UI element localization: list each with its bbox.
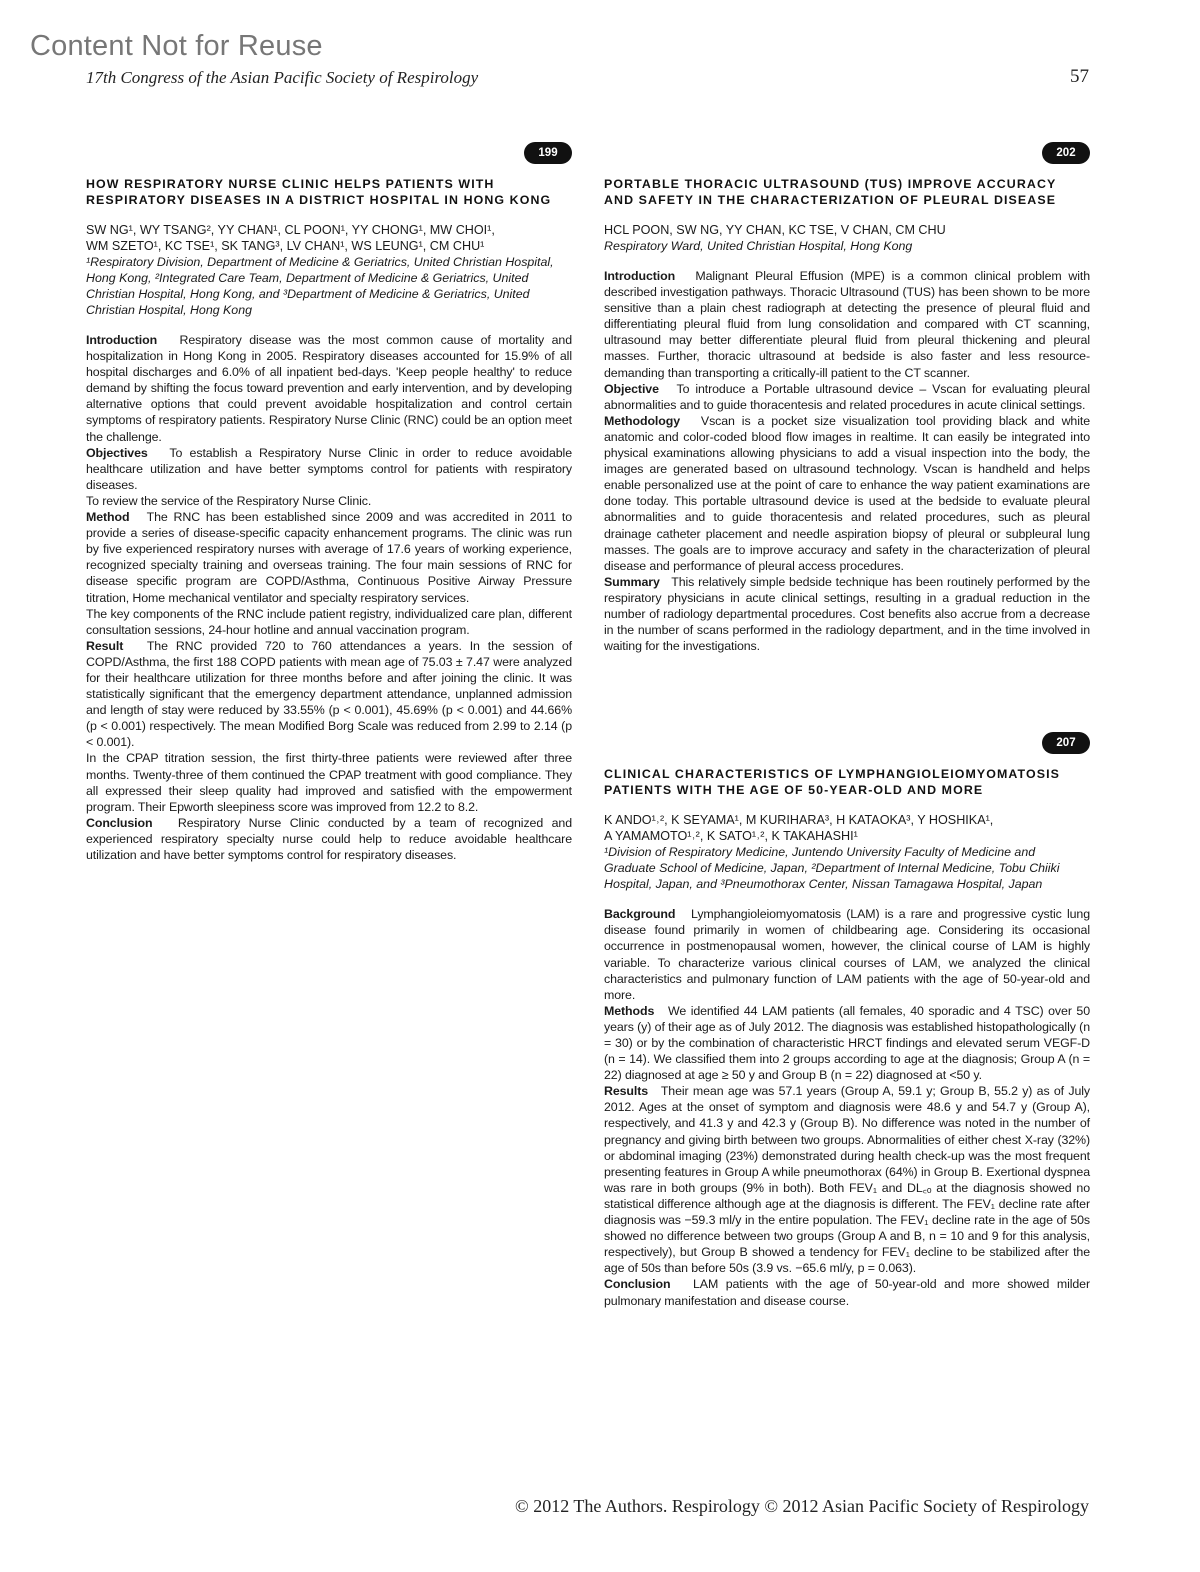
section-text: Lymphangioleiomyomatosis (LAM) is a rare and progressive cystic lung disease found primarily in women of childbearing age. Considering its occasional occurrence in postmenopausal women, however, the clinical course of LAM is highly variable. To characterize various clinical courses of LAM, we analyzed the clinical characteristics and pulmonary function of LAM patients with the age of 50-year-old and more. xyxy=(604,907,1091,1002)
author-list: HCL POON, SW NG, YY CHAN, KC TSE, V CHAN, CM CHU xyxy=(604,223,946,237)
abstract-207 xyxy=(604,732,1090,1308)
section-objective xyxy=(604,381,1090,413)
author-list: K ANDO¹˒², K SEYAMA¹, M KURIHARA³, H KATAOKA³, Y HOSHIKA¹, xyxy=(604,813,994,828)
section-results xyxy=(604,1083,1090,1276)
page-number: 57 xyxy=(1070,66,1089,87)
section-text: The RNC provided 720 to 760 attendances a years. In the session of COPD/Asthma, the first 188 COPD patients with mean age of 75.03 ± 7.47 were analyzed for their healthcare utilization for three months before and after joining the clinic. It was statistically significant that the emergency department attendance, unplanned admission and length of stay were reduced by 33.55% (p < 0.001), 45.69% (p < 0.001) and 44.66% (p < 0.001) respectively. The mean Modified Borg Scale was reduced from 2.99 to 2.14 (p < 0.001). xyxy=(86,638,572,750)
section-label: Methodology xyxy=(604,413,680,428)
section-text: LAM patients with the age of 50-year-old and more showed milder pulmonary manifestation and disease course. xyxy=(604,1277,1090,1308)
section-label: Conclusion xyxy=(604,1277,671,1292)
abstract-title: PORTABLE THORACIC ULTRASOUND (TUS) IMPROVE ACCURACY AND SAFETY IN THE CHARACTERIZATION OF PLEURAL DISEASE xyxy=(604,177,1057,207)
section-background xyxy=(604,906,1090,1003)
section-conclusion xyxy=(86,815,572,863)
section-text: This relatively simple bedside technique has been routinely performed by the respiratory physicians in acute clinical settings, resulting in a gradual reduction in the number of radiology departmental procedures. Cost benefits also accrue from a decrease in the number of scans performed in the radiology department, and in the time involved in waiting for the investigations. xyxy=(604,574,1090,654)
section-label: Methods xyxy=(604,1003,655,1018)
section-result xyxy=(86,638,572,751)
section-text: Vscan is a pocket size visualization tool providing black and white anatomic and color-coded blood flow images in realtime. It can easily be integrated into physical examinations allowing physicians to add a visual inspection into the body, the images are generated based on ultrasound technology. Vscan is handheld and helps enable personalized use at the point of care to enhance the way patient examinations are done today. This portable ultrasound device is used at the bedside to evaluate pleural abnormalities and to guide thoracentesis and related procedures, such as pleural drainage catheter placement and needle aspiration biopsy of pleural or subpleural lung masses. The goals are to improve accuracy and safety in the characterization of pleural disease and performance of pleural access procedures. xyxy=(604,413,1090,573)
section-text: To establish a Respiratory Nurse Clinic in order to reduce avoidable healthcare utilization and have better symptoms control for patients with respiratory diseases. xyxy=(86,445,572,492)
section-result-continued xyxy=(86,750,572,814)
abstract-title: HOW RESPIRATORY NURSE CLINIC HELPS PATIENTS WITH RESPIRATORY DISEASES IN A DISTRICT HOSPITAL IN HONG KONG xyxy=(86,177,552,207)
affiliations: Respiratory Ward, United Christian Hospital, Hong Kong xyxy=(604,239,913,253)
right-column xyxy=(604,142,1090,1309)
section-label: Introduction xyxy=(86,333,158,347)
affiliations: ¹Division of Respiratory Medicine, Juntendo University Faculty of Medicine and Graduate School of Medicine, Japan, ²Department of Internal Medicine, Tobu Chiiki Hospital, Japan, and ³Pneumothorax Center, Nissan Tamagawa Hospital, Japan xyxy=(604,845,1060,892)
abstract-body xyxy=(604,906,1090,1308)
section-introduction xyxy=(604,268,1090,381)
abstract-202 xyxy=(604,142,1090,654)
section-text: The RNC has been established since 2009 and was accredited in 2011 to provide a series of disease-specific capacity enhancement programs. The clinic was run by five experienced respiratory nurses with average of 17.6 years of working experience, recognized specialty training and overseas training. The four main sessions of RNC for disease specific program are COPD/Asthma, Continuous Positive Airway Pressure titration, Home mechanical ventilator and specialty respiratory services. xyxy=(86,510,572,605)
section-text: To review the service of the Respiratory Nurse Clinic. xyxy=(86,493,372,508)
section-methods xyxy=(604,1003,1090,1083)
section-label: Summary xyxy=(604,574,660,589)
copyright-footer: © 2012 The Authors. Respirology © 2012 Asian Pacific Society of Respirology xyxy=(515,1496,1089,1516)
section-text: Their mean age was 57.1 years (Group A, 59.1 y; Group B, 55.2 y) as of July 2012. Ages at the onset of symptom and diagnosis were 48.6 y and 54.7 y (Group A), respectively, and 41.3 y and 42.3 y (Group B). No difference was noted in the number of pregnancy and giving birth between two groups. Abnormalities of either chest X-ray (32%) or abdominal imaging (23%) demonstrated during health check-up was the most frequent presenting features in Group A while pneumothorax (64%) in Group B. Exertional dyspnea was rare in both groups (9% in both). Both FEV₁ and DL꜀ₒ at the diagnosis showed no statistical difference although age at the diagnosis is different. The FEV₁ decline rate after diagnosis was −59.3 ml/y in the entire population. The FEV₁ decline rate in the age of 50s showed no difference between two groups (Group A and B, n = 10 and 9 for this analysis, respectively), but Group B showed a tendency for FEV₁ decline to be stabilized after the age of 50s than before 50s (3.9 vs. −65.6 ml/y, p = 0.063). xyxy=(604,1084,1090,1276)
author-list: SW NG¹, WY TSANG², YY CHAN¹, CL POON¹, YY CHONG¹, MW CHOI¹, xyxy=(86,223,495,237)
section-objectives xyxy=(86,445,572,493)
section-objectives-continued xyxy=(86,493,572,509)
abstract-number-badge: 207 xyxy=(1042,732,1090,754)
left-column xyxy=(86,142,572,863)
section-method-continued xyxy=(86,606,572,638)
section-text: We identified 44 LAM patients (all females, 40 sporadic and 4 TSC) over 50 years (y) of their age as of July 2012. The diagnosis was established histopathologically (n = 30) or by the combination of characteristic HRCT findings and elevated serum VEGF-D (n = 14). We classified them into 2 groups according to age at the diagnosis; Group A (n = 22) diagnosed at age ≥ 50 y and Group B (n = 22) diagnosed at <50 y. xyxy=(604,1003,1090,1083)
section-label: Introduction xyxy=(604,269,676,283)
section-label: Conclusion xyxy=(86,815,153,830)
abstract-title: CLINICAL CHARACTERISTICS OF LYMPHANGIOLEIOMYOMATOSIS PATIENTS WITH THE AGE OF 50-YEAR-OLD AND MORE xyxy=(604,767,1061,798)
section-label: Objectives xyxy=(86,445,148,460)
abstract-body xyxy=(604,268,1090,654)
abstract-number-badge: 202 xyxy=(1042,142,1090,164)
section-text: To introduce a Portable ultrasound device – Vscan for evaluating pleural abnormalities and to guide thoracentesis and related procedures in acute clinical settings. xyxy=(604,381,1090,412)
section-label: Method xyxy=(86,510,130,525)
section-method xyxy=(86,509,572,606)
section-label: Objective xyxy=(604,381,659,396)
author-list-continued: WM SZETO¹, KC TSE¹, SK TANG³, LV CHAN¹, WS LEUNG¹, CM CHU¹ xyxy=(86,239,485,253)
abstract-199 xyxy=(86,142,572,863)
section-conclusion xyxy=(604,1276,1090,1308)
abstract-number-badge: 199 xyxy=(524,142,572,164)
section-label: Background xyxy=(604,907,676,922)
section-text: Respiratory disease was the most common cause of mortality and hospitalization in Hong Kong in 2005. Respiratory diseases accounted for 15.9% of all hospital discharges and 6.0% of all inpatient bed-days. 'Keep people healthy' to reduce demand by shifting the focus toward prevention and early intervention, and by developing alternative options that could prevent avoidable hospitalization and control certain symptoms of respiratory patients. Respiratory Nurse Clinic (RNC) could be an option meet the challenge. xyxy=(86,333,572,444)
section-label: Results xyxy=(604,1084,649,1099)
section-text: Respiratory Nurse Clinic conducted by a team of recognized and experienced respiratory specialty nurse could help to reduce avoidable healthcare utilization and have better symptoms control for respiratory diseases. xyxy=(86,815,572,862)
section-label: Result xyxy=(86,638,124,653)
section-text: The key components of the RNC include patient registry, individualized care plan, different consultation sessions, 24-hour hotline and annual vaccination program. xyxy=(86,606,572,637)
abstract-body xyxy=(86,332,572,863)
author-list-continued: A YAMAMOTO¹˒², K SATO¹˒², K TAKAHASHI¹ xyxy=(604,829,858,844)
watermark: Content Not for Reuse xyxy=(30,30,323,62)
section-text: Malignant Pleural Effusion (MPE) is a common clinical problem with described investigation pathways. Thoracic Ultrasound (TUS) has been shown to be more sensitive than a plain chest radiograph at detecting the presence of pleural fluid and differentiating pleural fluid from lung consolidation and compared with CT scanning, ultrasound may better differentiate pleural fluid from pleural thickening and pleural masses. Further, thoracic ultrasound at bedside is also faster and less resource-demanding than transporting a critically-ill patient to the CT scanner. xyxy=(604,269,1090,380)
affiliations: ¹Respiratory Division, Department of Medicine & Geriatrics, United Christian Hospital, Hong Kong, ²Integrated Care Team, Department of Medicine & Geriatrics, United Christian Hospital, Hong Kong, and ³Department of Medicine & Geriatrics, United Christian Hospital, Hong Kong xyxy=(86,255,554,317)
section-methodology xyxy=(604,413,1090,574)
section-introduction xyxy=(86,332,572,445)
section-summary xyxy=(604,574,1090,654)
section-text: In the CPAP titration session, the first thirty-three patients were reviewed after three months. Twenty-three of them continued the CPAP treatment with good compliance. They all expressed their sleep quality had improved and satisfied with the empowerment program. Their Epworth sleepiness score was improved from 12.2 to 8.2. xyxy=(86,751,572,814)
running-title: 17th Congress of the Asian Pacific Society of Respirology xyxy=(86,68,479,87)
